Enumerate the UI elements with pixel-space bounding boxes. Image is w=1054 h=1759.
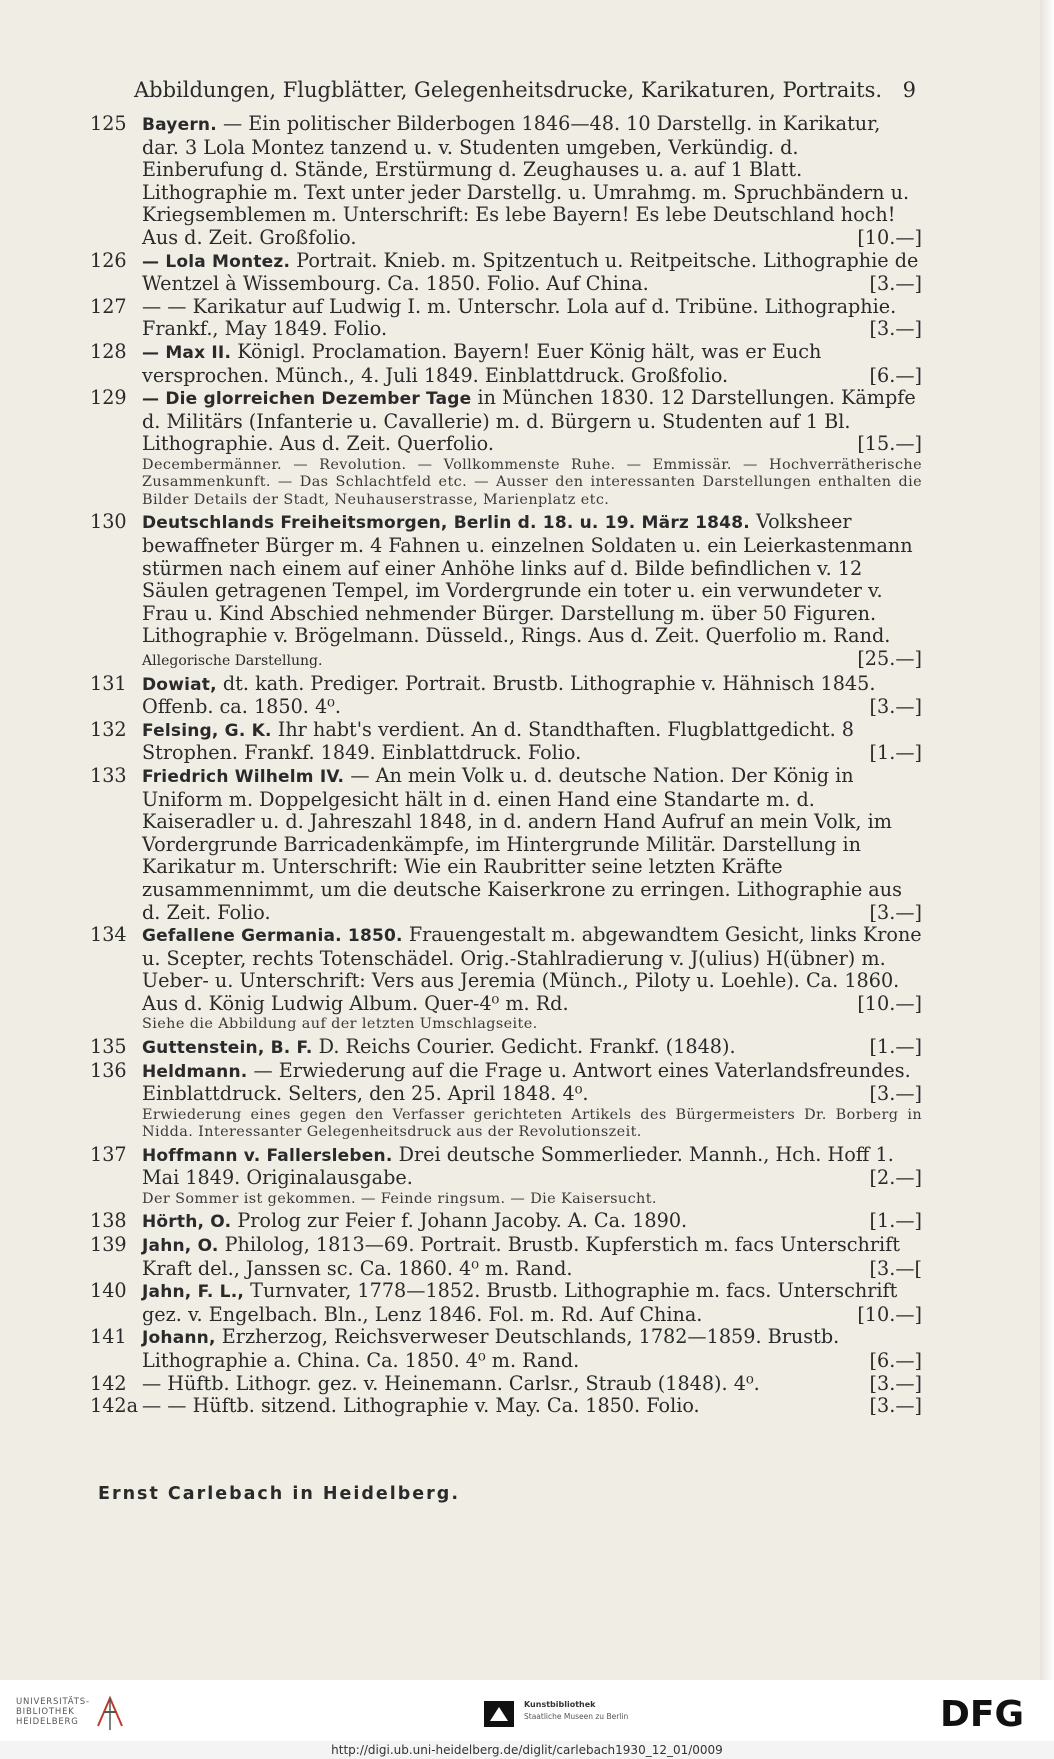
entry-description: Turnvater, 1778—1852. Brustb. Lithographie m. facs. Unterschrift gez. v. Engelbach. Bln., Lenz 1846. Fol. m. Rd. Auf China.: [142, 1279, 898, 1326]
publisher-imprint: Ernst Carlebach in Heidelberg.: [98, 1484, 460, 1504]
entry-price: [3.—]: [869, 272, 922, 296]
entry-description: Volksheer bewaffneter Bürger m. 4 Fahnen u. einzelnen Soldaten u. ein Leierkastenmann stürmen nach einem auf einer Anhöhe links auf d. Bilde befindlichen v. 12 Säulen getragenen Tempel, im Vordergrunde ein toter u. ein verwundeter v. Frau u. Kind Abschied nehmender Bürger. Darstellung m. über 50 Figuren. Lithographie v. Brögelmann. Düsseld., Rings. Aus d. Zeit. Querfolio m. Rand.: [142, 510, 913, 648]
entry-body: [142, 1142, 922, 1190]
entry-description: Drei deutsche Sommerlieder. Mannh., Hch. Hoff 1. Mai 1849. Originalausgabe.: [142, 1142, 894, 1190]
entry-body: [142, 717, 922, 765]
entry-price: [2.—]: [869, 1166, 922, 1190]
entry-description: — — Karikatur auf Ludwig I. m. Unterschr. Lola auf d. Tribüne. Lithographie. Frankf., May 1849. Folio.: [142, 294, 897, 341]
entry-description: Prolog zur Feier f. Johann Jacoby. A. Ca. 1890.: [237, 1209, 688, 1233]
catalog-entry: [90, 1326, 922, 1372]
entry-number: 129: [90, 386, 127, 410]
entry-body: [142, 112, 922, 249]
entry-title: Felsing, G. K.: [142, 720, 272, 741]
entry-body: [142, 510, 922, 670]
catalog-entry: [90, 765, 922, 924]
entry-number: 125: [90, 112, 127, 135]
entry-title: Jahn, O.: [142, 1236, 219, 1257]
entry-description: Erzherzog, Reichsverweser Deutschlands, 1782—1859. Brustb. Lithographie a. China. Ca. 1850. 4⁰ m. Rand.: [142, 1325, 840, 1372]
entry-body: [142, 386, 922, 456]
entry-title: Dowiat,: [142, 674, 217, 695]
permalink-url[interactable]: http://digi.ub.uni-heidelberg.de/diglit/carlebach1930_12_01/0009: [0, 1741, 1054, 1759]
entry-price: [25.—]: [857, 646, 922, 670]
entry-body: [142, 763, 922, 924]
entry-price: [1.—]: [869, 1209, 922, 1233]
catalog-entry: [90, 1036, 922, 1060]
entry-description: Frauengestalt m. abgewandtem Gesicht, links Krone u. Scepter, rechts Totenschädel. Orig.-Stahlradierung v. J(ulius) H(übner) m. Ueber- u. Unterschrift: Vers aus Jeremia (Münch., Piloty u. Loehle). Ca. 1860. Aus d. König Ludwig Album. Quer-4⁰ m. Rd.: [142, 923, 922, 1015]
entry-remark: Allegorische Darstellung.: [142, 652, 323, 669]
entry-title: Jahn, F. L.,: [142, 1282, 245, 1303]
catalog-entry: [90, 1395, 922, 1418]
entry-note: Decembermänner. — Revolution. — Vollkommenste Ruhe. — Emmissär. — Hochverrätherische Zusammenkunft. — Das Schlachtfeld etc. — Ausser den interessanten Darstellungen enthalten die Bilder Details der Stadt, Neuhauserstrasse, Marienplatz etc.: [142, 456, 922, 508]
entry-price: [3.—]: [869, 1371, 922, 1395]
entry-number: 126: [90, 248, 127, 272]
entry-note: Erwiederung eines gegen den Verfasser gerichteten Artikels des Bürgermeisters Dr. Borberg in Nidda. Interessanter Gelegenheitsdruck aus der Revolutionszeit.: [142, 1106, 922, 1141]
entry-title: Guttenstein, B. F.: [142, 1037, 313, 1058]
entry-price: [10.—]: [857, 1302, 922, 1326]
entry-body: [142, 1325, 922, 1372]
running-head-title: Abbildungen, Flugblätter, Gelegenheitsdrucke, Karikaturen, Portraits.: [134, 78, 883, 102]
entry-number: 137: [90, 1142, 127, 1166]
entry-price: [3.—[: [869, 1256, 922, 1280]
entry-description: — — Hüftb. sitzend. Lithographie v. May. Ca. 1850. Folio.: [142, 1394, 700, 1418]
catalog-entry: [90, 924, 922, 1015]
uni-heidelberg-logo[interactable]: [16, 1697, 90, 1727]
entry-price: [3.—]: [869, 695, 922, 719]
entry-title: Deutschlands Freiheitsmorgen, Berlin d. 18. u. 19. März 1848.: [142, 513, 750, 534]
entry-note: Siehe die Abbildung auf der letzten Umschlagseite.: [142, 1016, 538, 1033]
entry-price: [1.—]: [869, 741, 922, 765]
kunstbibliothek-subtitle: Staatliche Museen zu Berlin: [524, 1712, 629, 1721]
entry-number: 139: [90, 1233, 127, 1257]
catalog-entry: [90, 1210, 922, 1234]
entry-description: Portrait. Knieb. m. Spitzentuch u. Reitpeitsche. Lithographie de Wentzel à Wissembourg. Ca. 1850. Folio. Auf China.: [142, 248, 919, 296]
entry-number: 130: [90, 510, 127, 534]
catalog-entry: [90, 511, 922, 672]
entry-number: 128: [90, 339, 127, 363]
entry-title: Heldmann.: [142, 1061, 248, 1082]
entry-body: [142, 339, 922, 387]
entry-price: [3.—]: [869, 900, 922, 924]
entry-price: [1.—]: [869, 1034, 922, 1058]
entry-number: 140: [90, 1279, 127, 1303]
entry-body: [142, 671, 922, 719]
entry-title: — Max II.: [142, 342, 232, 363]
uni-logo-line: HEIDELBERG: [16, 1717, 79, 1727]
entry-number: 135: [90, 1034, 127, 1058]
entry-body: [142, 923, 922, 1015]
entry-price: [10.—]: [857, 991, 922, 1015]
entry-number: 142a: [90, 1394, 139, 1418]
entry-price: [3.—]: [869, 317, 922, 341]
entry-description: — Hüftb. Lithogr. gez. v. Heinemann. Carlsr., Straub (1848). 4⁰.: [142, 1371, 760, 1395]
entry-body: [142, 1058, 922, 1106]
entry-description: dt. kath. Prediger. Portrait. Brustb. Lithographie v. Hähnisch 1845. Offenb. ca. 1850. 4⁰.: [142, 671, 876, 719]
entry-description: D. Reichs Courier. Gedicht. Frankf. (1848).: [318, 1034, 736, 1058]
entry-body: [142, 1279, 922, 1326]
entry-price: [3.—]: [869, 1082, 922, 1106]
entry-number: 136: [90, 1058, 127, 1082]
dfg-logo-text: DFG: [940, 1694, 1025, 1732]
entry-number: 133: [90, 763, 127, 787]
entry-number: 131: [90, 671, 127, 695]
entry-body: [142, 294, 922, 341]
catalog-entry: [90, 296, 922, 341]
catalog-entry: [90, 341, 922, 387]
entry-title: Hörth, O.: [142, 1212, 232, 1233]
entry-number: 132: [90, 717, 127, 741]
uni-logo-line: UNIVERSITÄTS-: [16, 1697, 90, 1707]
entry-price: [15.—]: [857, 432, 922, 456]
entry-title: Bayern.: [142, 115, 217, 135]
entry-title: Johann,: [142, 1328, 216, 1349]
entry-body: [142, 1209, 922, 1233]
entry-body: [142, 1371, 922, 1395]
catalog-entry: [90, 1144, 922, 1190]
uni-logo-line: BIBLIOTHEK: [16, 1707, 75, 1717]
catalog-entry: [90, 719, 922, 765]
catalog-entry: [90, 1373, 922, 1396]
footer-logos: [0, 1684, 1054, 1741]
catalog-entry: [90, 1060, 922, 1106]
entry-description: Königl. Proclamation. Bayern! Euer König hält, was er Euch versprochen. Münch., 4. Juli 1849. Einblattdruck. Großfolio.: [142, 339, 822, 387]
entry-body: [142, 1034, 922, 1058]
entry-price: [10.—]: [857, 225, 922, 249]
entry-title: — Lola Montez.: [142, 251, 291, 272]
entry-number: 142: [90, 1371, 127, 1395]
entry-body: [142, 1394, 922, 1418]
entry-price: [6.—]: [869, 1349, 922, 1372]
entry-number: 134: [90, 923, 127, 947]
entry-title: Friedrich Wilhelm IV.: [142, 766, 345, 787]
dfg-logo[interactable]: [938, 1692, 1042, 1732]
catalog-entry: [90, 673, 922, 719]
entry-description: Philolog, 1813—69. Portrait. Brustb. Kupferstich m. facs Unterschrift Kraft del., Janssen sc. Ca. 1860. 4⁰ m. Rand.: [142, 1233, 900, 1280]
catalog-entry: [90, 113, 922, 250]
entry-description: in München 1830. 12 Darstellungen. Kämpfe d. Militärs (Infanterie u. Cavallerie) m. d. Bürgern u. Studenten auf 1 Bl. Lithographie. Aus d. Zeit. Querfolio.: [142, 386, 916, 456]
entry-description: — An mein Volk u. d. deutsche Nation. Der König in Uniform m. Doppelgesicht hält in d. einen Hand eine Standarte m. d. Kaiseradler u. d. Jahreszahl 1848, in d. andern Hand Aufruf an mein Volk, im Vordergrunde Barricadenkämpfe, im Hintergrunde Militär. Darstellung in Karikatur m. Unterschrift: Wie ein Raubritter seine letzten Kräfte zusammennimmt, um die deutsche Kaiserkrone zu erringen. Lithographie aus d. Zeit. Folio.: [142, 763, 902, 924]
page-number: 9: [902, 78, 916, 102]
entry-price: [6.—]: [869, 363, 922, 387]
entry-number: 127: [90, 294, 127, 318]
kunstbibliothek-icon: [484, 1701, 514, 1727]
entry-description: — Erwiederung auf die Frage u. Antwort eines Vaterlandsfreundes. Einblattdruck. Selters, den 25. April 1848. 4⁰.: [142, 1058, 911, 1106]
catalog-entry: [90, 250, 922, 296]
entry-title: Gefallene Germania. 1850.: [142, 926, 403, 947]
entry-description: Ihr habt's verdient. An d. Standthaften. Flugblattgedicht. 8 Strophen. Frankf. 1849. Einblattdruck. Folio.: [142, 717, 854, 765]
entry-number: 141: [90, 1325, 127, 1349]
uni-heidelberg-emblem-icon: [94, 1692, 126, 1732]
entry-body: [142, 1233, 922, 1280]
catalog-entry: [90, 387, 922, 456]
catalog-entry: [90, 1234, 922, 1280]
running-head: [134, 78, 916, 102]
entry-note: Der Sommer ist gekommen. — Feinde ringsum. — Die Kaisersucht.: [142, 1190, 657, 1207]
entry-body: [142, 248, 922, 296]
entry-title: Hoffmann v. Fallersleben.: [142, 1145, 393, 1166]
entry-price: [3.—]: [869, 1394, 922, 1418]
catalog-entries: [90, 113, 922, 1418]
page-edge: [1040, 0, 1054, 1680]
entry-number: 138: [90, 1209, 127, 1233]
catalog-entry: [90, 1280, 922, 1326]
entry-description: — Ein politischer Bilderbogen 1846—48. 10 Darstellg. in Karikatur, dar. 3 Lola Montez tanzend u. v. Studenten umgeben, Verkündig. d. Einberufung d. Stände, Erstürmung d. Zeughauses u. a. auf 1 Blatt. Lithographie m. Text unter jeder Darstellg. u. Umrahmg. m. Spruchbändern u. Kriegsemblemen m. Unterschrift: Es lebe Bayern! Es lebe Deutschland hoch! Aus d. Zeit. Großfolio.: [142, 112, 910, 249]
entry-title: — Die glorreichen Dezember Tage: [142, 389, 472, 410]
kunstbibliothek-title: Kunstbibliothek: [524, 1700, 596, 1709]
